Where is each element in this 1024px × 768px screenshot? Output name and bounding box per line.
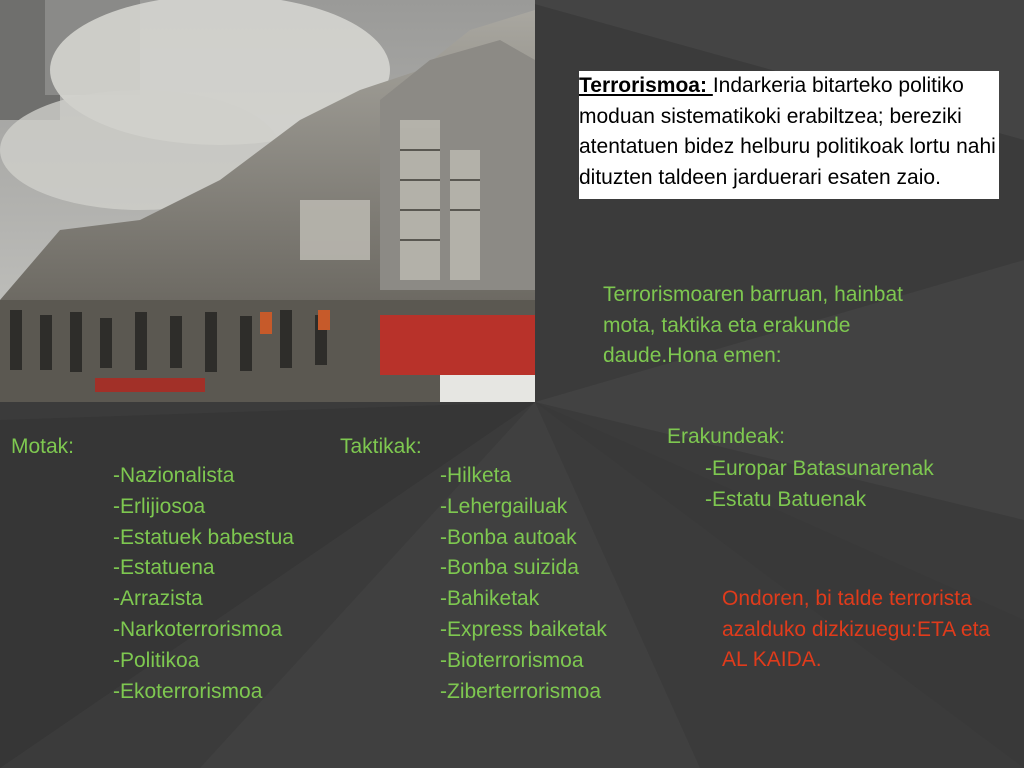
motak-list — [113, 461, 294, 707]
list-item: -Express baiketak — [440, 617, 607, 641]
list-item: -Estatu Batuenak — [705, 487, 867, 511]
list-item: -Estatuena — [113, 556, 215, 580]
list-item: -Bonba autoak — [440, 525, 577, 549]
erakundeak-label: Erakundeak: — [667, 425, 785, 448]
intro-text: Terrorismoaren barruan, hainbat mota, taktika eta erakunde daude.Hona emen: — [603, 283, 903, 367]
definition-text: Indarkeria bitarteko politiko moduan sistematikoki erabiltzea; bereziki atentatuen bidez helburu politikoak lortu nahi dituzten taldeen jarduerari esaten zaio. — [579, 74, 996, 189]
list-item: -Hilketa — [440, 464, 512, 487]
list-item: -Lehergailuak — [440, 494, 568, 518]
list-item: -Erlijiosoa — [113, 494, 206, 518]
list-item: -Narkoterrorismoa — [113, 617, 283, 641]
list-item: -Bioterrorismoa — [440, 648, 584, 672]
list-item: -Ekoterrorismoa — [113, 679, 263, 703]
definition-term: Terrorismoa: — [579, 74, 713, 97]
list-item: -Estatuek babestua — [113, 525, 294, 549]
list-item: -Arrazista — [113, 587, 203, 611]
taktikak-list — [440, 461, 607, 707]
list-item: -Ziberterrorismoa — [440, 679, 602, 703]
taktikak-label: Taktikak: — [340, 435, 422, 458]
list-item: -Politikoa — [113, 648, 200, 672]
list-item: -Bonba suizida — [440, 556, 579, 580]
list-item: -Bahiketak — [440, 587, 540, 611]
definition-box — [579, 71, 999, 199]
conclusion-text: Ondoren, bi talde terrorista azalduko dizkizuegu:ETA eta AL KAIDA. — [722, 587, 991, 671]
list-item: -Nazionalista — [113, 464, 235, 487]
rubble-photo — [0, 0, 535, 402]
motak-label: Motak: — [11, 435, 75, 458]
list-item: -Europar Batasunarenak — [705, 457, 934, 480]
erakundeak-list — [705, 454, 934, 516]
